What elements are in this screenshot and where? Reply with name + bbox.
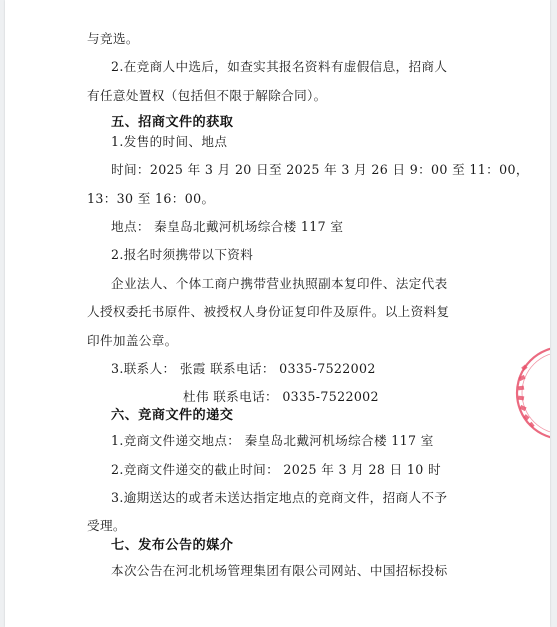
text-line: 地点： 秦皇岛北戴河机场综合楼 117 室 [111, 219, 344, 234]
text-line: 3.联系人： 张霞 联系电话： 0335-7522002 [111, 361, 376, 376]
text-line: 本次公告在河北机场管理集团有限公司网站、中国招标投标 [111, 563, 448, 578]
text-line: 有任意处置权（包括但不限于解除合同）。 [87, 88, 327, 103]
text-line: 1.竞商文件递交地点： 秦皇岛北戴河机场综合楼 117 室 [111, 433, 434, 448]
text-line: 与竞选。 [87, 31, 139, 46]
section-heading-6: 六、竞商文件的递交 [111, 408, 234, 423]
text-line: 企业法人、个体工商户携带营业执照副本复印件、法定代表 [111, 276, 448, 291]
section-heading-7: 七、发布公告的媒介 [111, 538, 234, 553]
text-line: 杜伟 联系电话： 0335-7522002 [183, 389, 379, 404]
text-line: 时间：2025 年 3 月 20 日至 2025 年 3 月 26 日 9：00 至 11：00， [111, 162, 529, 177]
text-line: 受理。 [87, 518, 126, 533]
seal-stamp-icon [508, 338, 550, 448]
text-line: 2.报名时须携带以下资料 [111, 247, 254, 262]
text-line: 2.在竞商人中选后，如查实其报名资料有虚假信息，招商人 [111, 59, 448, 74]
text-line: 1.发售的时间、地点 [111, 134, 228, 149]
text-line: 印件加盖公章。 [87, 333, 178, 348]
text-line: 3.逾期送达的或者未送达指定地点的竞商文件，招商人不予 [111, 490, 448, 505]
text-line: 人授权委托书原件、被授权人身份证复印件及原件。以上资料复 [87, 304, 450, 319]
text-line: 13：30 至 16：00。 [87, 191, 215, 206]
section-heading-5: 五、招商文件的获取 [111, 115, 234, 130]
document-page [5, 0, 550, 627]
text-line: 2.竞商文件递交的截止时间： 2025 年 3 月 28 日 10 时 [111, 462, 441, 477]
